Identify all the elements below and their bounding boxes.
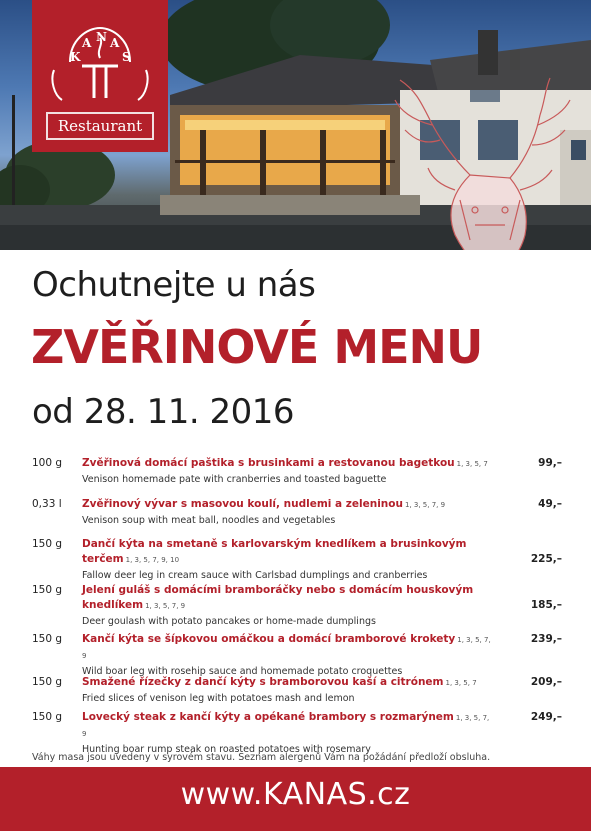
menu-item-name-en: Fallow deer leg in cream sauce with Carlsbad dumplings and cranberries <box>82 570 428 581</box>
website-link[interactable]: www.KANAS.cz <box>180 777 411 812</box>
menu-item-qty: 150 g <box>32 584 63 596</box>
menu-item-name-en: Venison soup with meat ball, noodles and vegetables <box>82 515 336 526</box>
menu-item-name-cz: Lovecký steak z kančí kýty a opékané brambory s rozmarýnem <box>82 711 454 723</box>
menu-item-name-cz: Dančí kýta na smetaně s karlovarským knedlíkem a brusinkovým terčem <box>82 538 467 565</box>
menu-item-name-en: Fried slices of venison leg with potatoes mash and lemon <box>82 693 355 704</box>
menu-item-qty: 150 g <box>32 676 63 688</box>
menu-item-allergens: 1, 3, 5, 7, 9 <box>404 501 446 509</box>
menu-item-name-cz: Zvěřinová domácí paštika s brusinkami a restovanou bagetkou <box>82 457 455 469</box>
menu-item-qty: 0,33 l <box>32 498 62 510</box>
restaurant-photo <box>0 0 591 250</box>
logo-letter-k: K <box>70 50 81 64</box>
logo-letter-s: S <box>122 50 131 64</box>
menu-item-name-cz: Smažené řízečky z dančí kýty s bramborovou kaší a citrónem <box>82 676 444 688</box>
menu-item-name-en: Deer goulash with potato pancakes or home-made dumplings <box>82 616 376 627</box>
menu-item-name-cz: Kančí kýta se šípkovou omáčkou a domácí bramborové krokety <box>82 633 456 645</box>
menu-item-name-cz: Jelení guláš s domácími bramboráčky nebo s domácím houskovým knedlíkem <box>82 584 474 611</box>
logo-letter-a: A <box>82 36 92 50</box>
menu-item-price: 249,– <box>530 711 562 723</box>
menu-item-name-en: Venison homemade pate with cranberries and toasted baguette <box>82 474 387 485</box>
menu-item-qty: 150 g <box>32 538 63 550</box>
menu-item-allergens: 1, 3, 5, 7, 9 <box>82 636 491 660</box>
menu-item-name-en: Hunting boar rump steak on roasted potatoes with rosemary <box>82 744 371 755</box>
menu-item-price: 99,– <box>538 457 562 469</box>
footer-bar <box>0 767 591 831</box>
menu-item-allergens: 1, 3, 5, 7, 9 <box>82 714 490 738</box>
menu-item-allergens: 1, 3, 5, 7 <box>456 460 488 468</box>
menu-item-price: 49,– <box>538 498 562 510</box>
menu-item-name-en: Wild boar leg with rosehip sauce and homemade potato croquettes <box>82 666 403 677</box>
logo-letter-n: N <box>96 30 107 44</box>
logo-letter-a2: A <box>110 36 120 50</box>
menu-item-qty: 100 g <box>32 457 63 469</box>
menu-item-price: 209,– <box>530 676 562 688</box>
menu-item-qty: 150 g <box>32 633 63 645</box>
headline-date: od 28. 11. 2016 <box>32 392 294 432</box>
logo-restaurant-label: Restaurant <box>46 112 154 140</box>
headline-taste: Ochutnejte u nás <box>32 265 316 305</box>
kanas-logo <box>32 0 168 152</box>
headline-game-menu: ZVĚŘINOVÉ MENU <box>31 320 483 374</box>
menu-item-price: 185,– <box>530 599 562 611</box>
menu-item-price: 225,– <box>530 553 562 565</box>
menu-item-qty: 150 g <box>32 711 63 723</box>
menu-item-allergens: 1, 3, 5, 7, 9, 10 <box>125 556 180 564</box>
menu-item-price: 239,– <box>530 633 562 645</box>
allergen-note: Váhy masa jsou uvedeny v syrovém stavu. Seznam alergenů Vám na požádání předloží obsluha. <box>32 752 491 763</box>
menu-item-allergens: 1, 3, 5, 7 <box>445 679 477 687</box>
logo-emblem-icon <box>32 0 168 110</box>
menu-item-name-cz: Zvěřinový vývar s masovou koulí, nudlemi a zeleninou <box>82 498 403 510</box>
menu-item-allergens: 1, 3, 5, 7, 9 <box>145 602 186 610</box>
